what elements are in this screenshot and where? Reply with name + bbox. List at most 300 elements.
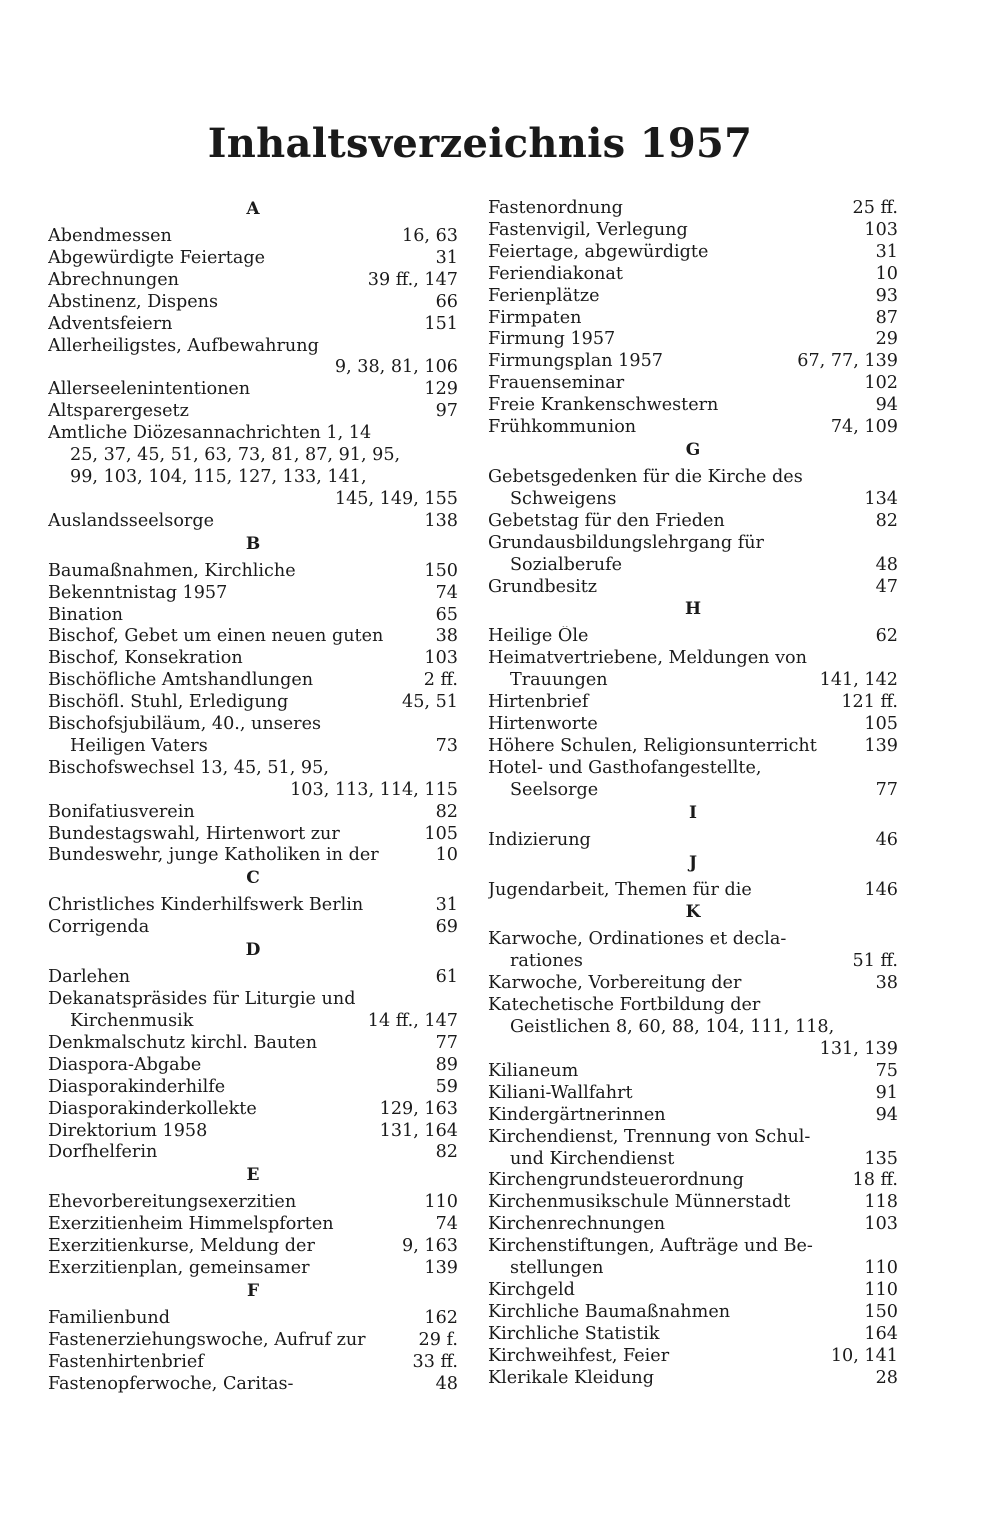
entry-continuation <box>488 1017 898 1039</box>
entry-line <box>48 917 458 939</box>
entry-term: Bischof, Konsekration <box>48 648 243 669</box>
entry-line <box>48 401 458 423</box>
entry-line <box>488 577 898 599</box>
index-entry <box>488 373 898 395</box>
entry-term: Direktorium 1958 <box>48 1120 208 1141</box>
entry-line <box>48 1214 458 1236</box>
page-title: Inhaltsverzeichnis 1957 <box>207 120 753 167</box>
index-entry <box>488 1105 898 1127</box>
entry-pages: 31 <box>435 247 458 268</box>
entry-pages: 2 ff. <box>423 670 458 691</box>
index-column-left <box>48 198 458 1396</box>
index-entry <box>48 895 458 917</box>
letter-section <box>488 852 898 902</box>
entry-pages: 121 ff. <box>841 692 898 713</box>
index-entry <box>48 967 458 989</box>
entry-line <box>48 314 458 336</box>
entry-line <box>488 1127 898 1149</box>
index-entry <box>48 714 458 758</box>
entry-pages: 51 ff. <box>852 951 898 972</box>
index-entry <box>488 417 898 439</box>
entry-line <box>488 1214 898 1236</box>
index-entry <box>48 1033 458 1055</box>
entry-term <box>70 489 329 511</box>
index-entry <box>488 242 898 264</box>
index-entry <box>488 351 898 373</box>
entry-pages: 145, 149, 155 <box>334 488 458 509</box>
entry-term: Dorfhelferin <box>48 1142 158 1163</box>
entry-pages: 38 <box>435 626 458 647</box>
index-entry <box>48 1077 458 1099</box>
letter-section <box>48 939 458 1164</box>
entry-pages: 10 <box>875 263 898 284</box>
entry-line <box>488 417 898 439</box>
entry-line <box>488 264 898 286</box>
entry-line <box>48 1142 458 1164</box>
entry-term: Kirchliche Statistik <box>488 1323 660 1344</box>
letter-section <box>48 867 458 939</box>
entry-pages: 65 <box>435 604 458 625</box>
entry-pages <box>452 445 458 467</box>
entry-pages: 105 <box>864 714 898 735</box>
entry-line <box>48 1258 458 1280</box>
entry-term: Kirchengrundsteuerordnung <box>488 1170 744 1191</box>
index-entry <box>488 308 898 330</box>
entry-term: Firmungsplan 1957 <box>488 351 663 372</box>
index-entry <box>48 1236 458 1258</box>
entry-line <box>48 248 458 270</box>
entry-line <box>48 511 458 533</box>
entry-pages <box>892 758 898 780</box>
entry-term: Fastenhirtenbrief <box>48 1351 204 1372</box>
entry-pages: 110 <box>424 1192 458 1213</box>
entry-line <box>48 379 458 401</box>
entry-term: Exerzitienplan, gemeinsamer <box>48 1258 310 1279</box>
entry-pages: 139 <box>864 735 898 756</box>
entry-line <box>48 1055 458 1077</box>
entry-pages: 31 <box>875 241 898 262</box>
entry-term: Kirchweihfest, Feier <box>488 1345 670 1366</box>
entry-line <box>48 648 458 670</box>
index-entry <box>48 1121 458 1143</box>
index-entry <box>48 379 458 401</box>
entry-line <box>488 1346 898 1368</box>
entry-term: Fastenvigil, Verlegung <box>488 219 688 240</box>
entry-pages <box>892 648 898 670</box>
entry-term <box>70 357 329 379</box>
entry-pages: 135 <box>864 1148 898 1169</box>
entry-continuation <box>488 489 898 511</box>
entry-line <box>488 533 898 555</box>
entry-term: Freie Krankenschwestern <box>488 395 719 416</box>
entry-term: Ehevorbereitungsexerzitien <box>48 1192 297 1213</box>
entry-term: Bischöfl. Stuhl, Erledigung <box>48 692 289 713</box>
index-entry <box>48 423 458 511</box>
index-entry <box>488 1236 898 1280</box>
entry-term: Abgewürdigte Feiertage <box>48 247 266 268</box>
entry-pages: 131, 164 <box>379 1120 458 1141</box>
entry-line <box>48 1121 458 1143</box>
index-entry <box>48 561 458 583</box>
section-letter-heading: I <box>689 802 697 823</box>
entry-term: Fastenordnung <box>488 198 623 218</box>
entry-term: Bischofsjubiläum, 40., unseres <box>48 714 322 735</box>
entry-pages: 94 <box>875 395 898 416</box>
entry-continuation <box>48 445 458 467</box>
entry-pages: 103 <box>424 648 458 669</box>
entry-pages: 82 <box>435 801 458 822</box>
entry-line <box>48 583 458 605</box>
entry-term: Bination <box>48 604 123 625</box>
entry-term: Grundbesitz <box>488 576 598 597</box>
entry-term: Hotel- und Gasthofangestellte, <box>488 757 762 778</box>
index-entry <box>488 830 898 852</box>
entry-pages: 87 <box>875 307 898 328</box>
entry-term: Frühkommunion <box>488 417 637 438</box>
entry-pages: 139 <box>424 1258 458 1279</box>
entry-pages: 89 <box>435 1054 458 1075</box>
entry-line <box>48 226 458 248</box>
entry-term: Kirchenmusik <box>70 1011 194 1031</box>
section-letter-heading: D <box>245 940 261 961</box>
entry-term: Abrechnungen <box>48 269 179 290</box>
entry-term: Allerseelenintentionen <box>48 379 251 400</box>
entry-pages: 38 <box>875 973 898 994</box>
index-entry <box>48 248 458 270</box>
entry-pages: 82 <box>875 510 898 531</box>
entry-pages: 151 <box>424 313 458 334</box>
entry-continuation <box>48 1011 458 1033</box>
entry-term: Geistlichen 8, 60, 88, 104, 111, 118, <box>510 1017 835 1038</box>
entry-term: Diaspora-Abgabe <box>48 1054 202 1075</box>
entry-pages: 59 <box>435 1076 458 1097</box>
entry-pages: 103, 113, 114, 115 <box>290 779 458 800</box>
index-entry <box>488 1170 898 1192</box>
section-letter-heading: G <box>685 439 701 460</box>
index-entry <box>48 845 458 867</box>
entry-pages <box>892 467 898 489</box>
index-entry <box>488 329 898 351</box>
section-letter-heading: B <box>245 533 261 554</box>
entry-pages: 48 <box>435 1373 458 1394</box>
index-entry <box>488 286 898 308</box>
entry-term: Kirchenmusikschule Münnerstadt <box>488 1192 791 1213</box>
entry-line <box>488 220 898 242</box>
index-entry <box>48 648 458 670</box>
letter-section <box>48 1280 458 1396</box>
entry-line <box>48 605 458 627</box>
entry-line <box>488 373 898 395</box>
index-entry <box>48 511 458 533</box>
entry-term: stellungen <box>510 1258 604 1279</box>
entry-pages: 138 <box>424 510 458 531</box>
entry-pages: 77 <box>875 779 898 800</box>
entry-term: Ferienplätze <box>488 285 600 306</box>
entry-term: Auslandsseelsorge <box>48 510 214 531</box>
entry-term: Denkmalschutz kirchl. Bauten <box>48 1032 318 1053</box>
entry-line <box>488 1236 898 1258</box>
entry-pages: 82 <box>435 1142 458 1163</box>
entry-pages: 129 <box>424 379 458 400</box>
entry-line <box>488 1083 898 1105</box>
entry-pages: 14 ff., 147 <box>367 1011 458 1031</box>
letter-section <box>48 533 458 868</box>
index-entry <box>488 533 898 577</box>
index-entry <box>48 270 458 292</box>
entry-term: Kirchenstiftungen, Aufträge und Be- <box>488 1236 813 1257</box>
entry-line <box>48 845 458 867</box>
entry-term: Hirtenbrief <box>488 692 589 713</box>
entry-term: Christliches Kinderhilfswerk Berlin <box>48 895 364 916</box>
entry-continuation <box>488 780 898 802</box>
index-entry <box>488 692 898 714</box>
entry-term: Amtliche Diözesannachrichten 1, 14 <box>48 423 372 444</box>
entry-line <box>48 1236 458 1258</box>
index-entry <box>48 1142 458 1164</box>
index-entry <box>488 1127 898 1171</box>
entry-line <box>48 1033 458 1055</box>
entry-line <box>488 736 898 758</box>
entry-term: Kindergärtnerinnen <box>488 1104 666 1125</box>
index-entry <box>488 198 898 220</box>
index-entry <box>488 1083 898 1105</box>
entry-term: Bischof, Gebet um einen neuen guten <box>48 626 384 647</box>
entry-pages <box>452 336 458 358</box>
entry-pages: 16, 63 <box>402 226 458 246</box>
entry-term: Allerheiligstes, Aufbewahrung <box>48 335 319 356</box>
entry-pages: 9, 38, 81, 106 <box>334 357 458 378</box>
entry-term: Baumaßnahmen, Kirchliche <box>48 560 296 581</box>
entry-line <box>48 561 458 583</box>
entry-continuation <box>48 467 458 489</box>
entry-pages <box>892 1127 898 1149</box>
entry-pages: 9, 163 <box>402 1236 458 1257</box>
entry-pages <box>892 1017 898 1039</box>
entry-term: Abendmessen <box>48 226 172 246</box>
entry-term: Dekanatspräsides für Liturgie und <box>48 989 356 1010</box>
entry-term <box>70 780 284 802</box>
entry-term: Corrigenda <box>48 917 150 938</box>
index-entry <box>488 973 898 995</box>
entry-line <box>488 692 898 714</box>
index-entry <box>48 1192 458 1214</box>
entry-term: Heimatvertriebene, Meldungen von <box>488 648 807 669</box>
entry-pages <box>892 995 898 1017</box>
entry-pages: 75 <box>875 1060 898 1081</box>
entry-term: Heilige Öle <box>488 626 589 647</box>
entry-line <box>48 336 458 358</box>
index-entry <box>48 1308 458 1330</box>
entry-line <box>488 1061 898 1083</box>
section-letter-heading: C <box>246 868 260 889</box>
index-entry <box>48 1055 458 1077</box>
entry-term: Darlehen <box>48 967 131 988</box>
entry-term: Frauenseminar <box>488 373 625 394</box>
entry-line <box>488 1192 898 1214</box>
entry-pages: 77 <box>435 1032 458 1053</box>
entry-pages <box>892 1236 898 1258</box>
entry-term: Kirchenrechnungen <box>488 1214 666 1235</box>
entry-term: Schweigens <box>510 488 617 509</box>
index-entry <box>488 758 898 802</box>
entry-line <box>488 308 898 330</box>
entry-line <box>48 292 458 314</box>
entry-pages: 164 <box>864 1323 898 1344</box>
section-letter-heading: F <box>246 1280 260 1301</box>
entry-line <box>48 670 458 692</box>
entry-line <box>488 511 898 533</box>
index-entry <box>48 1258 458 1280</box>
entry-term: Exerzitienheim Himmelspforten <box>48 1214 334 1235</box>
entry-continuation <box>488 1258 898 1280</box>
entry-term: rationes <box>510 951 583 972</box>
entry-pages: 102 <box>864 373 898 394</box>
entry-line <box>488 1105 898 1127</box>
letter-section <box>488 198 898 439</box>
entry-pages: 10 <box>435 845 458 866</box>
index-entry <box>48 401 458 423</box>
entry-pages: 91 <box>875 1082 898 1103</box>
letter-section <box>488 802 898 852</box>
entry-term: Exerzitienkurse, Meldung der <box>48 1236 315 1257</box>
entry-term: Indizierung <box>488 829 591 850</box>
entry-line <box>488 1302 898 1324</box>
entry-term: Kirchliche Baumaßnahmen <box>488 1301 731 1322</box>
entry-continuation <box>488 555 898 577</box>
entry-term: Bischöfliche Amtshandlungen <box>48 670 314 691</box>
entry-continuation <box>488 1039 898 1061</box>
entry-pages: 118 <box>864 1192 898 1213</box>
index-entry <box>48 583 458 605</box>
index-entry <box>48 605 458 627</box>
entry-pages: 93 <box>875 285 898 306</box>
index-entry <box>48 626 458 648</box>
entry-pages: 94 <box>875 1104 898 1125</box>
index-entry <box>488 880 898 902</box>
entry-line <box>48 1099 458 1121</box>
section-letter-heading: K <box>685 902 701 923</box>
index-entry <box>48 314 458 336</box>
entry-term: Karwoche, Vorbereitung der <box>488 973 742 994</box>
entry-line <box>488 973 898 995</box>
entry-continuation <box>48 780 458 802</box>
entry-pages: 131, 139 <box>819 1039 898 1059</box>
entry-pages: 103 <box>864 219 898 240</box>
entry-line <box>488 995 898 1017</box>
section-letter-heading: E <box>246 1165 260 1186</box>
entry-pages <box>452 714 458 736</box>
entry-term: Trauungen <box>510 670 608 691</box>
entry-term: Kirchendienst, Trennung von Schul- <box>488 1126 811 1147</box>
entry-line <box>48 1077 458 1099</box>
entry-pages: 162 <box>424 1307 458 1328</box>
entry-pages: 62 <box>875 626 898 647</box>
entry-term: Jugendarbeit, Themen für die <box>488 879 752 900</box>
entry-term: 25, 37, 45, 51, 63, 73, 81, 87, 91, 95, <box>70 445 401 466</box>
entry-pages <box>452 758 458 780</box>
entry-line <box>488 395 898 417</box>
entry-pages: 129, 163 <box>379 1098 458 1119</box>
entry-line <box>48 714 458 736</box>
index-entry <box>48 1330 458 1352</box>
index-entry <box>488 1061 898 1083</box>
entry-term: Höhere Schulen, Religionsunterricht <box>488 735 817 756</box>
index-entry <box>488 1280 898 1302</box>
entry-line <box>488 1368 898 1390</box>
entry-pages: 61 <box>435 967 458 988</box>
index-entry <box>48 802 458 824</box>
entry-pages: 10, 141 <box>830 1345 898 1366</box>
entry-term: Altsparergesetz <box>48 401 189 422</box>
entry-pages: 67, 77, 139 <box>797 351 898 372</box>
letter-section <box>488 598 898 801</box>
section-letter-heading: J <box>688 852 698 873</box>
entry-term: Abstinenz, Dispens <box>48 291 219 312</box>
entry-line <box>48 1374 458 1396</box>
index-entry <box>488 626 898 648</box>
entry-line <box>48 967 458 989</box>
index-entry <box>488 1302 898 1324</box>
entry-pages: 47 <box>875 576 898 597</box>
entry-pages: 31 <box>435 895 458 916</box>
index-entry <box>48 692 458 714</box>
index-entry <box>48 758 458 802</box>
index-entry <box>48 1352 458 1374</box>
entry-term <box>510 1039 814 1061</box>
entry-term: Gebetsgedenken für die Kirche des <box>488 466 803 487</box>
index-entry <box>488 395 898 417</box>
entry-pages <box>452 989 458 1011</box>
index-entry <box>48 1374 458 1396</box>
entry-pages: 105 <box>424 823 458 844</box>
entry-pages: 69 <box>435 917 458 938</box>
index-entry <box>488 1214 898 1236</box>
index-entry <box>488 648 898 692</box>
index-entry <box>488 1368 898 1390</box>
entry-line <box>488 648 898 670</box>
index-column-right <box>488 198 898 1390</box>
index-entry <box>488 995 898 1061</box>
entry-pages: 110 <box>864 1279 898 1300</box>
entry-term: Diasporakinderhilfe <box>48 1076 226 1097</box>
section-letter-heading: H <box>684 599 702 620</box>
entry-pages <box>892 929 898 951</box>
index-entry <box>488 736 898 758</box>
entry-line <box>48 423 458 445</box>
entry-line <box>48 270 458 292</box>
index-entry <box>48 670 458 692</box>
entry-continuation <box>48 489 458 511</box>
entry-term: Bundeswehr, junge Katholiken in der <box>48 845 379 866</box>
entry-pages: 134 <box>864 488 898 509</box>
index-entry <box>48 1214 458 1236</box>
index-entry <box>488 264 898 286</box>
entry-pages: 97 <box>435 401 458 422</box>
entry-term: Kiliani-Wallfahrt <box>488 1082 633 1103</box>
entry-line <box>488 758 898 780</box>
entry-term: Feriendiakonat <box>488 263 623 284</box>
entry-pages: 48 <box>875 554 898 575</box>
entry-pages: 74 <box>435 582 458 603</box>
index-entry <box>488 467 898 511</box>
entry-term: und Kirchendienst <box>510 1148 675 1169</box>
entry-line <box>488 929 898 951</box>
entry-line <box>48 692 458 714</box>
entry-line <box>488 198 898 220</box>
entry-pages: 28 <box>875 1367 898 1388</box>
entry-continuation <box>488 670 898 692</box>
index-entry <box>48 226 458 248</box>
